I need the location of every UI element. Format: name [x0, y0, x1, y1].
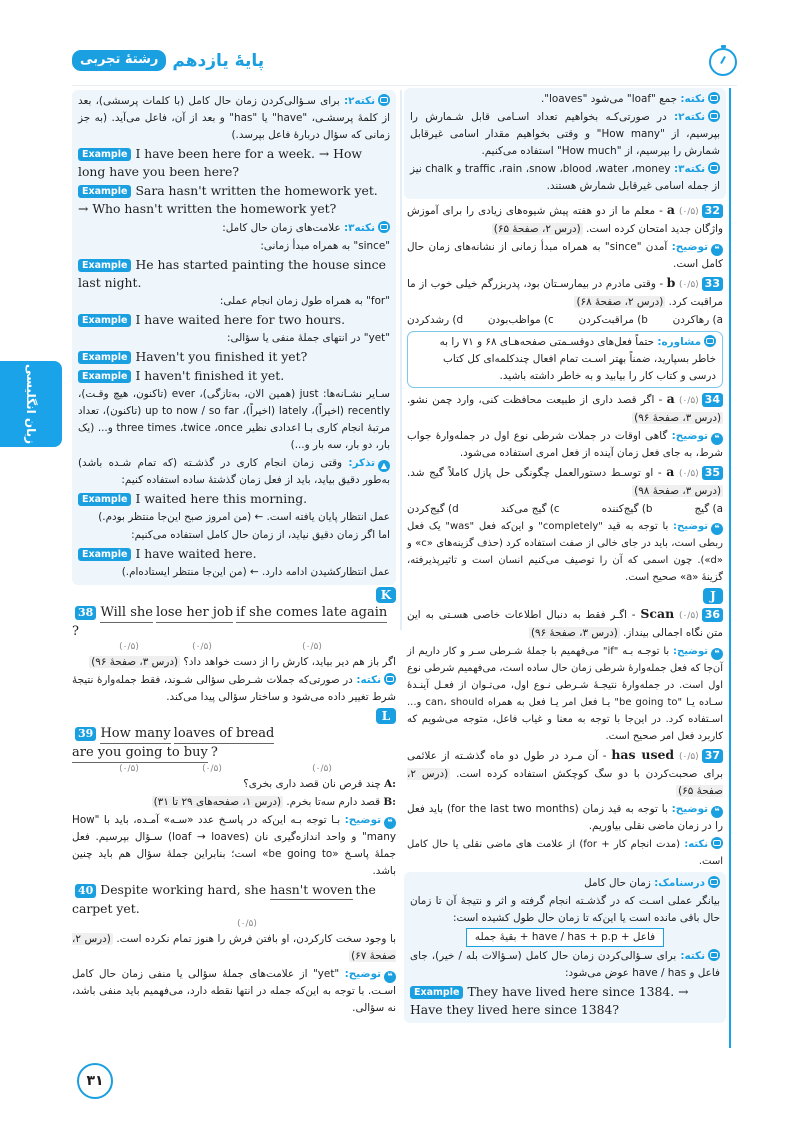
yet-line: "yet" در انتهای جملهٔ منفی یا سؤالی: [226, 332, 390, 344]
for-line: "for" به همراه طول زمان انجام عملی: [219, 295, 390, 307]
example-badge: Example [78, 148, 131, 161]
note-3: نکته۳: traffic ،rain ،snow ،blood ،water ،money و chalk نیز از جمله اسامی غیرقابل شمارش هستند. [410, 163, 720, 192]
note-2: نکته۲: در صورتی‌کـه بخواهیم تعداد اسـامی قابل شـمارش را بپرسیم، از "How many" و وقتی بخواهیم مقدار اسامی غیرقابل شمارش را بپرسیم، از "How much" استفاده می‌کنیم. [410, 111, 720, 157]
lesson-reference: (درس ۳، صفحهٔ ۹۶) [91, 656, 179, 668]
answer-value: b [666, 275, 676, 290]
quote-icon: ❝ [711, 648, 723, 660]
right-notes-box [404, 88, 726, 199]
lesson-reference: (درس ۲، صفحهٔ ۶۸) [576, 296, 664, 308]
q36-explanation: ❝توضیح: با توجـه بـه "if" می‌فهمیم با جملهٔ شـرطی سـر و کار داریم از آن‌جا که فعل جمله‌وارهٔ شرطی زمان حال ساده است، می‌فهمیم شرطی نوع اول است. در جمله‌وارهٔ نتیجـهٔ شـرطی نـوع اول، می‌تـوان از فعـل آینـدهٔ سـاده یـا "be going to" یـا فعل امر یـا فعل به همراه can، should و... اسـتفاده کرد. در این‌جا با توجه به معنا و غیاب فاعل، متوجه می‌شویم که کاربرد فعل امر صحیح است. [407, 646, 724, 742]
lesson-note: نکته: برای سـؤالی‌کردن زمان حال کامل (سـؤالات بله / خیر)، جای فاعل و have / has عوض می‌شود: [410, 950, 720, 979]
q37-explanation: ❝توضیح: با توجه به قید زمان (for the last two months) باید فعل را در زمان ماضی نقلی بیاوریم. [407, 803, 723, 832]
question-40: 40 Despite working hard, she hasn't woven the carpet yet. [72, 882, 376, 916]
example-badge: Example [78, 493, 131, 506]
answer-34: 34a (۰/۵) - اگر قصد داری از طبیعت محافظت کنی، وارد چمن نشو. (درس ۳، صفحهٔ ۹۶) [407, 391, 721, 424]
answer-segment: Will she [100, 604, 152, 623]
lesson-box [404, 872, 726, 1023]
question-number: 33 [702, 277, 723, 291]
lesson-reference: (درس ۲، صفحهٔ ۶۵) [493, 223, 581, 235]
question-38: 38 Will she lose her job if she comes late again? [72, 605, 388, 639]
answer-segment: How many [100, 725, 170, 744]
section-letter-k: K [376, 587, 396, 603]
reminder: ▲تذکر: وقتی زمان انجام کاری در گذشـته (که تمام شـده باشد) به‌طور دقیق بیاید، باید از فعل زمان گذشتهٔ ساده استفاده کنیم: [78, 457, 390, 486]
example-row: Example I have been here for a week. → How long have you been here? [78, 146, 363, 179]
answer-value: a [666, 391, 675, 406]
segment-scores: (۰/۵) (۰/۵) (۰/۵) [119, 642, 322, 652]
quote-icon: ❝ [384, 971, 396, 983]
quote-icon: ❝ [711, 806, 723, 818]
option: b) گیج‌کننده [601, 503, 653, 515]
quote-icon: ❝ [711, 523, 723, 535]
question-39: 39 How many loaves of breadare you going to buy ? [72, 725, 396, 763]
answer-value: Scan [640, 606, 675, 621]
options-row [407, 312, 723, 329]
q39-explanation: ❝توضیح: بـا توجه بـه این‌که در پاسـخ عدد «سـه» آمـده، باید با "How many" و واحد اندازه‌گیری نان (loaf → loaves) سـؤال بپرسیم. فعل جملهٔ پاسـخ «be going to» است؛ بنابراین جملهٔ سؤال هم باید چنین باشد. [72, 814, 397, 877]
answer-37: 37has used (۰/۵) - آن مـرد در طول دو ماه گذشـته از علائمی برای صحبت‌کردن با دو سگ کوچکش استفاده کرده است. (درس ۲، صفحهٔ ۶۵) [407, 747, 723, 797]
note-3: نکته۳: علامت‌های زمان حال کامل: [78, 220, 390, 237]
advice-box: مشاوره: حتماً فعل‌های دوقسـمتی صفحه‌هـای ۶۸ و ۷۱ را به خاطر بسپارید، ضمناً بهتر اسـت تمام افعال چندکلمه‌ای کل کتاب درسی و کتاب کار را بیابید و به خاطر داشته باشید. [407, 331, 723, 388]
other-markers: سـایر نشـانه‌ها: just (همین الان، به‌تازگی)، ever (تاکنون، هیچ وقـت)، recently (اخیراً)، lately (اخیراً)، up to now / so far (تاکنون)، تعداد مرتبهٔ انجام کاری بـا اعدادی نظیر three times ،twice ،once و... (یک بار، دو بار، سه بار و...) [78, 388, 391, 451]
header-divider [72, 85, 737, 86]
answer-value: a [666, 464, 675, 479]
chat-bubble-icon [711, 837, 723, 849]
question-number: 39 [75, 727, 96, 741]
example-row: Example They have lived here since 1384. → Have they lived here since 1384? [410, 984, 689, 1017]
segment-scores: (۰/۵) (۰/۵) (۰/۵) [119, 764, 332, 774]
question-number: 36 [702, 608, 723, 622]
section-letter-j: J [703, 588, 723, 604]
answer-35: 35a (۰/۵) - او توسـط دستورالعمل چگونگی حل پازل کاملاً گیج شد. (درس ۳، صفحهٔ ۹۸) [407, 464, 721, 497]
advice-icon [704, 335, 716, 347]
reminder-after-1: عمل انتظار پایان یافته است. ← (من امروز صبح این‌جا منتظر بودم.) [98, 511, 390, 523]
answer-value: a [666, 202, 675, 217]
example-badge: Example [410, 986, 463, 999]
quote-icon: ❝ [711, 433, 723, 445]
lesson-title: درسنامک: زمان حال کامل [410, 875, 720, 892]
dialog-b: B: قصد دارم سه‌تا بخرم. (درس ۱، صفحه‌های ۲۹ تا ۳۱) [153, 796, 396, 808]
example-row: Example Haven't you finished it yet? [78, 348, 390, 366]
answer-32: 32a (۰/۵) - معلم ما از دو هفته پیش شیوه‌های زیادی را برای آموزش واژگان جدید امتحان کرده است. (درس ۲، صفحهٔ ۶۵) [407, 202, 723, 235]
example-row: Example I haven't finished it yet. [78, 367, 390, 385]
example-badge: Example [78, 314, 131, 327]
column-divider [400, 90, 402, 630]
subject-tab-label: زبان انگلیسی [24, 363, 38, 445]
answer-36: 36Scan (۰/۵) - اگـر فقط به دنبال اطلاعات خاصی هسـتی به این متن نگاه اجمالی بینداز. (درس ۳، صفحهٔ ۹۶) [407, 606, 723, 639]
lesson-reference: (درس ۳، صفحهٔ ۹۶) [530, 627, 618, 639]
chat-bubble-icon [708, 92, 720, 104]
answer-segment: lose her job [156, 604, 233, 623]
option: d) گیج‌کردن [407, 503, 459, 515]
chat-bubble-icon [708, 162, 720, 174]
option: b) مراقبت‌کردن [578, 314, 648, 326]
answer-segment: loaves of bread [174, 725, 275, 744]
right-column [404, 88, 726, 1023]
option: a) رهاکردن [672, 314, 723, 326]
notes-box [72, 90, 396, 585]
lesson-text: بیانگر عملی اسـت که در گذشـته انجام گرفته و اثر و نتیجهٔ آن تا زمان حال باقی مانده است یا این‌که تا زمان حال طول کشیده است: [410, 895, 720, 924]
formula-box: فاعل + have / has + p.p + بقیهٔ جمله [466, 928, 664, 947]
example-row: Example He has started painting the house since last night. [78, 257, 386, 290]
q34-explanation: ❝توضیح: گاهی اوقات در جملات شرطی نوع اول در جمله‌وارهٔ جواب شرط، به جای فعل زمان آینده از فعل امری استفاده می‌شود. [407, 430, 723, 459]
chat-bubble-icon [708, 110, 720, 122]
example-badge: Example [78, 185, 131, 198]
reminder-after-2: عمل انتظارکشیدن ادامه دارد. ← (من این‌جا منتظر ایستاده‌ام.) [121, 566, 390, 578]
q38-translation: اگر باز هم دیر بیاید، کارش را از دست خواهد داد؟ (درس ۳، صفحهٔ ۹۶) [91, 656, 396, 668]
option: a) گیج [694, 503, 723, 515]
question-number: 37 [702, 749, 723, 763]
note-1: نکته: جمع "loaf" می‌شود "loaves". [410, 91, 720, 108]
answer-segment: are you going to buy [72, 744, 208, 763]
example-row: Example I waited here this morning. [78, 490, 390, 508]
grade-label: پایهٔ یازدهم [172, 50, 265, 71]
example-badge: Example [78, 259, 131, 272]
lesson-reference: (درس ۳، صفحهٔ ۹۸) [634, 485, 721, 497]
question-number: 35 [702, 466, 723, 480]
book-title [72, 50, 264, 71]
example-row: Example I have waited here. [78, 545, 390, 563]
example-badge: Example [78, 370, 131, 383]
option: c) مواظب‌بودن [487, 314, 554, 326]
quote-icon: ❝ [384, 817, 396, 829]
answer-33: 33b (۰/۵) - وقتی مادرم در بیمارسـتان بود، پدربزرگم خیلی خوب از ما مراقبت کرد. (درس ۲، صفحهٔ ۶۸) [407, 275, 723, 308]
example-badge: Example [78, 351, 131, 364]
question-number: 32 [702, 204, 723, 218]
chat-bubble-icon [378, 94, 390, 106]
lesson-reference: (درس ۲، صفحهٔ ۶۷) [72, 933, 396, 962]
page-number: ۳۱ [77, 1063, 113, 1099]
since-line: "since" به همراه مبدأ زمانی: [260, 240, 390, 252]
question-number: 40 [75, 884, 96, 898]
answer-value: has used [611, 747, 675, 762]
lesson-reference: (درس ۳، صفحهٔ ۹۶) [634, 412, 721, 424]
q38-note: نکته: در صورتی‌که جملات شـرطی سؤالی شـوند، فقط جمله‌وارهٔ نتیجهٔ شرط تغییر داده می‌شود و ساختار سؤالی پیدا می‌کند. [72, 674, 396, 703]
section-letter-l: L [376, 708, 396, 724]
example-row: Example Sara hasn't written the homework yet. → Who hasn't written the homework yet? [78, 183, 378, 216]
q40-translation: با وجود سخت کارکردن، او بافتن فرش را هنوز تمام نکرده است. (درس ۲، صفحهٔ ۶۷) [72, 933, 396, 962]
example-row: Example I have waited here for two hours. [78, 311, 390, 329]
answer-column-rule [729, 88, 731, 1048]
chat-bubble-icon [384, 673, 396, 685]
q35-explanation: ❝توضیح: با توجه به قید "completely" و این‌که فعل "was" یک فعل ربطی است، باید در جای خالی از صفت استفاده کرد (حذف گزینه‌های «c» و «d»). چون اسمی که آن را توصیف می‌کنیم انسان است و تاثیرپذیرفته، گزینهٔ «a» صحیح است. [407, 521, 723, 583]
options-row [407, 501, 723, 518]
lesson-icon [708, 876, 720, 888]
answer-segment: if she comes late again [236, 604, 387, 623]
lesson-reference: (درس ۲، صفحهٔ ۶۵) [407, 768, 723, 797]
page-header [72, 44, 737, 86]
segment-scores: (۰/۵) [237, 919, 257, 929]
warning-icon: ▲ [378, 460, 390, 472]
left-column [72, 90, 396, 1018]
example-badge: Example [78, 548, 131, 561]
chat-bubble-icon [378, 221, 390, 233]
q40-explanation: ❝توضیح: "yet" از علامت‌های جملهٔ سؤالی یا منفی زمان حال کامل اسـت. با توجه به این‌که جمله در انتها نقطه دارد، می‌فهمیم باید منفی باشد، نه سؤالی. [72, 968, 396, 1014]
option: d) رشدکردن [407, 314, 464, 326]
stopwatch-pencil-icon [709, 48, 737, 76]
question-number: 34 [702, 393, 723, 407]
track-badge: رشتهٔ تجربی [72, 50, 166, 71]
q32-explanation: ❝توضیح: آمدن "since" به همراه مبدأ زمانی از نشانه‌های زمان حال کامل است. [407, 241, 723, 270]
question-number: 38 [75, 606, 96, 620]
answer-segment: hasn't woven [270, 881, 352, 900]
chat-bubble-icon [708, 949, 720, 961]
note-2: نکته۲: برای سـؤالی‌کردن زمان حال کامل (با کلمات پرسشی)، بعد از کلمهٔ پرسشـی، "have" یا "has" و بعد از آن، فاعل می‌آید. (به جز زمانی که سؤال دربارهٔ فاعل بپرسد.) [78, 95, 390, 141]
quote-icon: ❝ [711, 244, 723, 256]
reminder-mid: اما اگر زمان دقیق نیاید، از زمان حال کامل استفاده می‌کنیم: [131, 529, 390, 541]
lesson-reference: (درس ۱، صفحه‌های ۲۹ تا ۳۱) [153, 796, 282, 808]
dialog-a: A: چند قرص نان قصد داری بخری؟ [243, 778, 396, 790]
option: c) گیج می‌کند [500, 503, 560, 515]
subject-tab [0, 361, 62, 447]
q37-note: نکته: (مدت انجام کار + for) از علامت های ماضی نقلی یا حال کامل است. [407, 839, 723, 867]
